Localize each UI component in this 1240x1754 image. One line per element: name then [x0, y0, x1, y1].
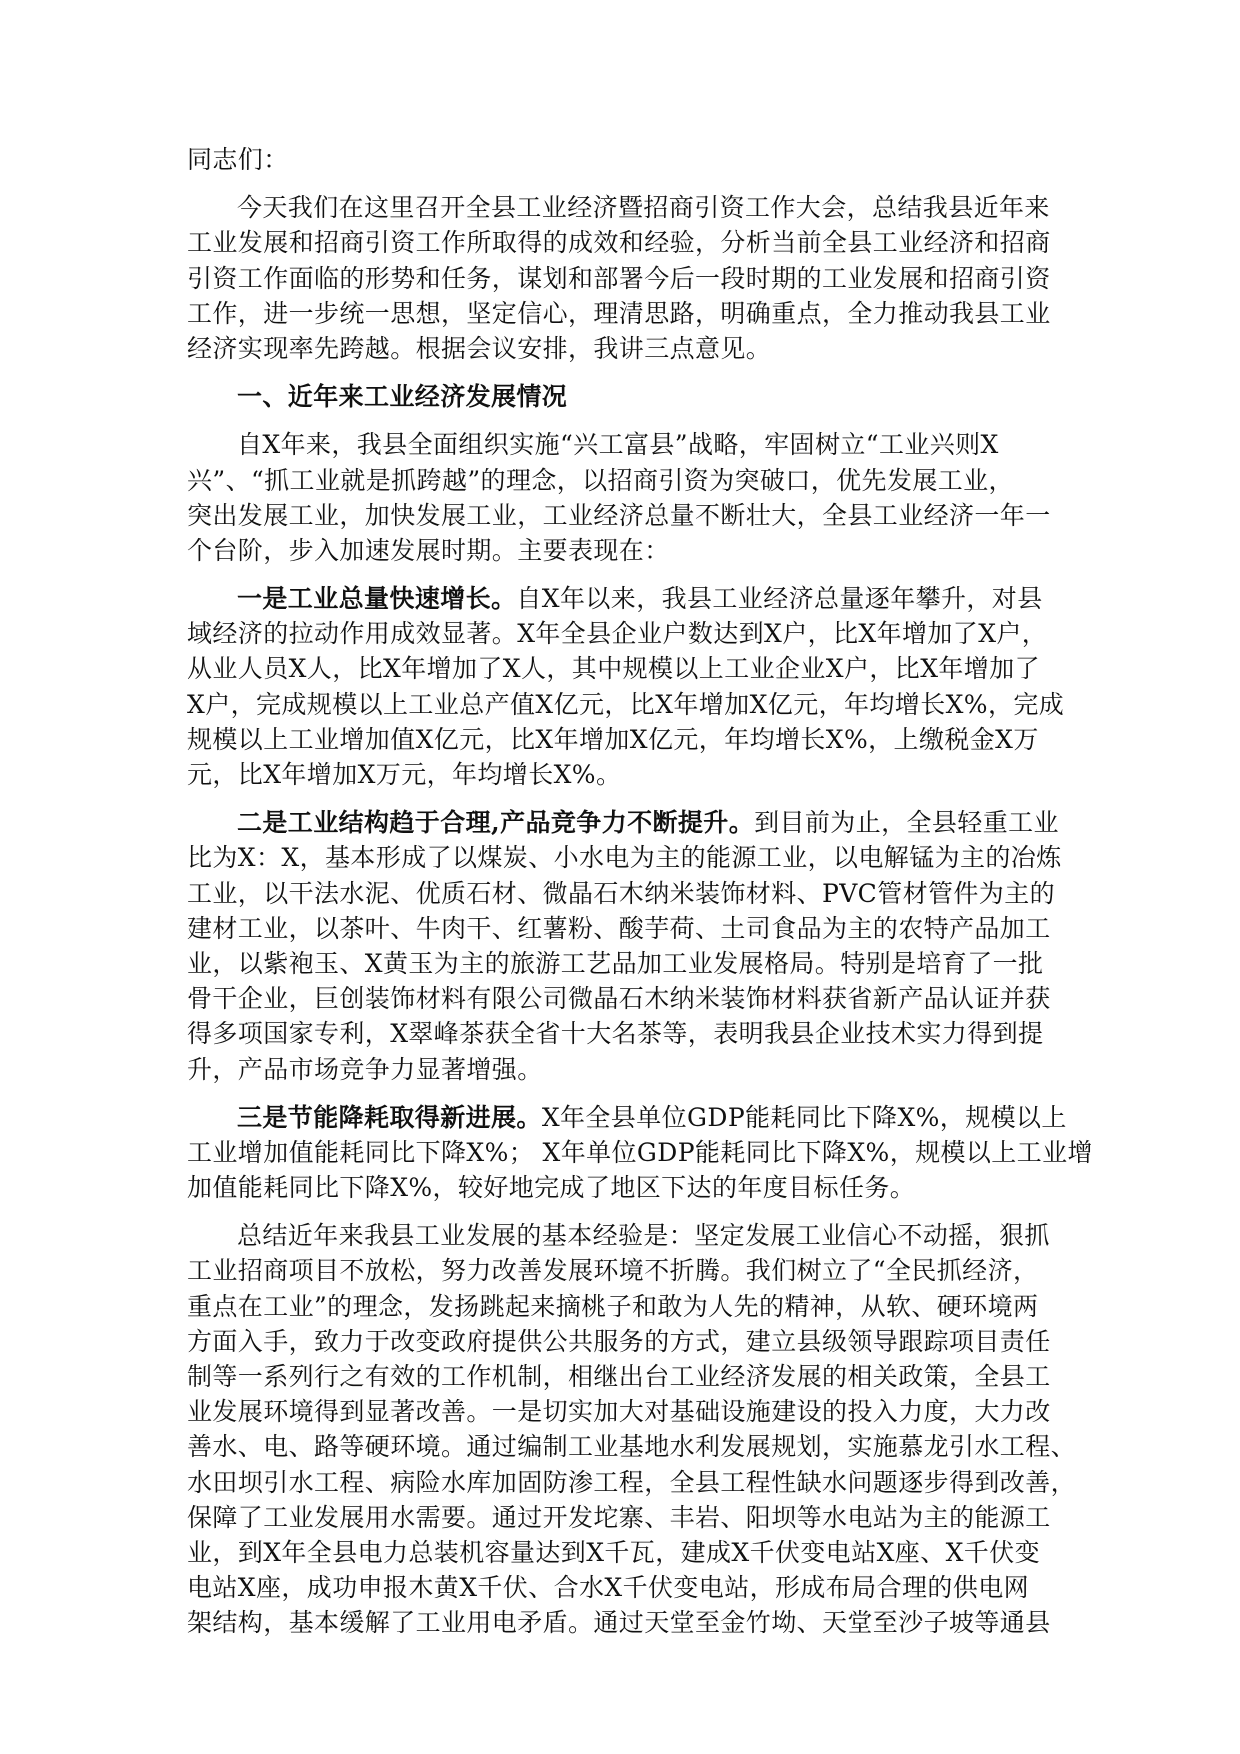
line-text: 工作，进一步统一思想，坚定信心，理清思路，明确重点，全力推动我县工业	[187, 298, 1051, 328]
text-line	[187, 331, 1067, 366]
text-line	[187, 616, 1067, 651]
line-text: 保障了工业发展用水需要。通过开发坨寨、丰岩、阳坝等水电站为主的能源工	[187, 1502, 1051, 1532]
line-text: 电站X座，成功申报木黄X千伏、合水X千伏变电站，形成布局合理的供电网	[187, 1573, 1029, 1603]
line-text: 水田坝引水工程、病险水库加固防渗工程，全县工程性缺水问题逐步得到改善，	[187, 1467, 1077, 1497]
text-line	[187, 296, 1067, 331]
body-paragraph	[187, 190, 1067, 366]
line-text: 引资工作面临的形势和任务，谋划和部署今后一段时期的工业发展和招商引资	[187, 263, 1051, 293]
line-text: 工业，以干法水泥、优质石材、微晶石木纳米装饰材料、PVC管材管件为主的	[187, 878, 1056, 908]
text-line	[187, 1570, 1067, 1605]
text-line	[187, 1429, 1077, 1464]
line-text: 兴”、“抓工业就是抓跨越”的理念，以招商引资为突破口，优先发展工业，	[187, 465, 1014, 495]
line-text: 域经济的拉动作用成效显著。X年全县企业户数达到X户，比X年增加了X户，	[187, 619, 1048, 649]
text-line	[187, 687, 1067, 722]
text-line	[187, 757, 1067, 792]
text-line	[187, 1535, 1067, 1570]
line-text: X户，完成规模以上工业总产值X亿元，比X年增加X亿元，年均增长X%，完成	[187, 689, 1065, 719]
text-line	[187, 1289, 1067, 1324]
text-line	[187, 225, 1067, 260]
text-line	[187, 805, 1067, 840]
line-text: 从业人员X人，比X年增加了X人，其中规模以上工业企业X户，比X年增加了	[187, 654, 1040, 684]
text-line	[187, 1253, 1067, 1288]
line-text: 架结构，基本缓解了工业用电矛盾。通过天堂至金竹坳、天堂至沙子坡等通县	[187, 1608, 1051, 1638]
line-text: 自X年来，我县全面组织实施“兴工富县”战略，牢固树立“工业兴则X	[237, 430, 999, 460]
text-line	[187, 1170, 1067, 1205]
line-text: 经济实现率先跨越。根据会议安排，我讲三点意见。	[187, 333, 772, 363]
text-line	[187, 581, 1067, 616]
line-text: 工业发展和招商引资工作所取得的成效和经验，分析当前全县工业经济和招商	[187, 228, 1051, 258]
text-line	[187, 1500, 1067, 1535]
line-text: 加值能耗同比下降X%，较好地完成了地区下达的年度目标任务。	[187, 1173, 916, 1203]
document-page	[187, 142, 1093, 1654]
text-line	[187, 190, 1067, 225]
line-text: 方面入手，致力于改变政府提供公共服务的方式，建立县级领导跟踪项目责任	[187, 1326, 1051, 1356]
line-text: 个台阶，步入加速发展时期。主要表现在：	[187, 535, 670, 565]
line-text: 工业招商项目不放松，努力改善发展环境不折腾。我们树立了“全民抓经济，	[187, 1256, 1039, 1286]
line-text: 业，以紫袍玉、X黄玉为主的旅游工艺品加工业发展格局。特别是培育了一批	[187, 948, 1044, 978]
text-line	[187, 1100, 1067, 1135]
line-text: 自X年以来，我县工业经济总量逐年攀升，对县	[516, 584, 1043, 614]
line-text: 升，产品市场竞争力显著增强。	[187, 1054, 543, 1084]
line-text: 比为X：X，基本形成了以煤炭、小水电为主的能源工业，以电解锰为主的冶炼	[187, 843, 1062, 873]
text-line	[187, 876, 1067, 911]
body-paragraph	[187, 1100, 1093, 1206]
body-paragraph	[187, 805, 1067, 1087]
text-line	[187, 1394, 1067, 1429]
text-line	[187, 379, 1067, 414]
text-line	[187, 981, 1067, 1016]
line-text: 一、近年来工业经济发展情况	[237, 382, 568, 412]
text-line	[187, 651, 1067, 686]
line-text: 今天我们在这里召开全县工业经济暨招商引资工作大会，总结我县近年来	[237, 193, 1050, 223]
text-line	[187, 1135, 1093, 1170]
section-heading	[187, 379, 1067, 414]
line-text: 骨干企业，巨创装饰材料有限公司微晶石木纳米装饰材料获省新产品认证并获	[187, 984, 1051, 1014]
text-line	[187, 722, 1067, 757]
line-text: 总结近年来我县工业发展的基本经验是：坚定发展工业信心不动摇，狠抓	[237, 1221, 1050, 1251]
line-text: 重点在工业”的理念，发扬跳起来摘桃子和敢为人先的精神，从软、硬环境两	[187, 1291, 1039, 1321]
text-line	[187, 427, 1067, 462]
text-line	[187, 840, 1067, 875]
line-text: X年全县单位GDP能耗同比下降X%，规模以上	[541, 1102, 1067, 1132]
text-line	[187, 911, 1067, 946]
body-paragraph	[187, 427, 1067, 568]
text-line	[187, 946, 1067, 981]
paragraph-lead: 三是节能降耗取得新进展。	[237, 1102, 542, 1132]
salutation: 同志们：	[187, 145, 289, 174]
paragraph-lead: 二是工业结构趋于合理,产品竞争力不断提升。	[237, 808, 755, 838]
line-text: 工业增加值能耗同比下降X%； X年单位GDP能耗同比下降X%，规模以上工业增	[187, 1137, 1093, 1167]
body-paragraph	[187, 581, 1067, 792]
text-line	[187, 1324, 1067, 1359]
text-line	[187, 1359, 1067, 1394]
text-line	[187, 1218, 1067, 1253]
text-line	[187, 1016, 1067, 1051]
line-text: 得多项国家专利，X翠峰茶获全省十大名茶等，表明我县企业技术实力得到提	[187, 1019, 1044, 1049]
body-paragraph	[187, 1218, 1077, 1640]
line-text: 突出发展工业，加快发展工业，工业经济总量不断壮大，全县工业经济一年一	[187, 500, 1051, 530]
line-text: 建材工业，以茶叶、牛肉干、红薯粉、酸芋荷、土司食品为主的农特产品加工	[187, 913, 1051, 943]
text-line	[187, 498, 1067, 533]
line-text: 业发展环境得到显著改善。一是切实加大对基础设施建设的投入力度，大力改	[187, 1397, 1051, 1427]
line-text: 规模以上工业增加值X亿元，比X年增加X亿元，年均增长X%，上缴税金X万	[187, 724, 1039, 754]
text-line	[187, 261, 1067, 296]
line-text: 制等一系列行之有效的工作机制，相继出台工业经济发展的相关政策，全县工	[187, 1362, 1051, 1391]
text-line	[187, 533, 1067, 568]
paragraph-lead: 一是工业总量快速增长。	[237, 584, 517, 614]
line-text: 元，比X年增加X万元，年均增长X%。	[187, 760, 622, 789]
line-text: 到目前为止，全县轻重工业	[754, 808, 1059, 838]
text-line	[187, 463, 1067, 498]
text-line	[187, 1605, 1067, 1640]
text-line	[187, 1052, 1067, 1087]
line-text: 善水、电、路等硬环境。通过编制工业基地水利发展规划，实施慕龙引水工程、	[187, 1432, 1077, 1462]
line-text: 业，到X年全县电力总装机容量达到X千瓦，建成X千伏变电站X座、X千伏变	[187, 1537, 1040, 1567]
text-line	[187, 1465, 1077, 1500]
